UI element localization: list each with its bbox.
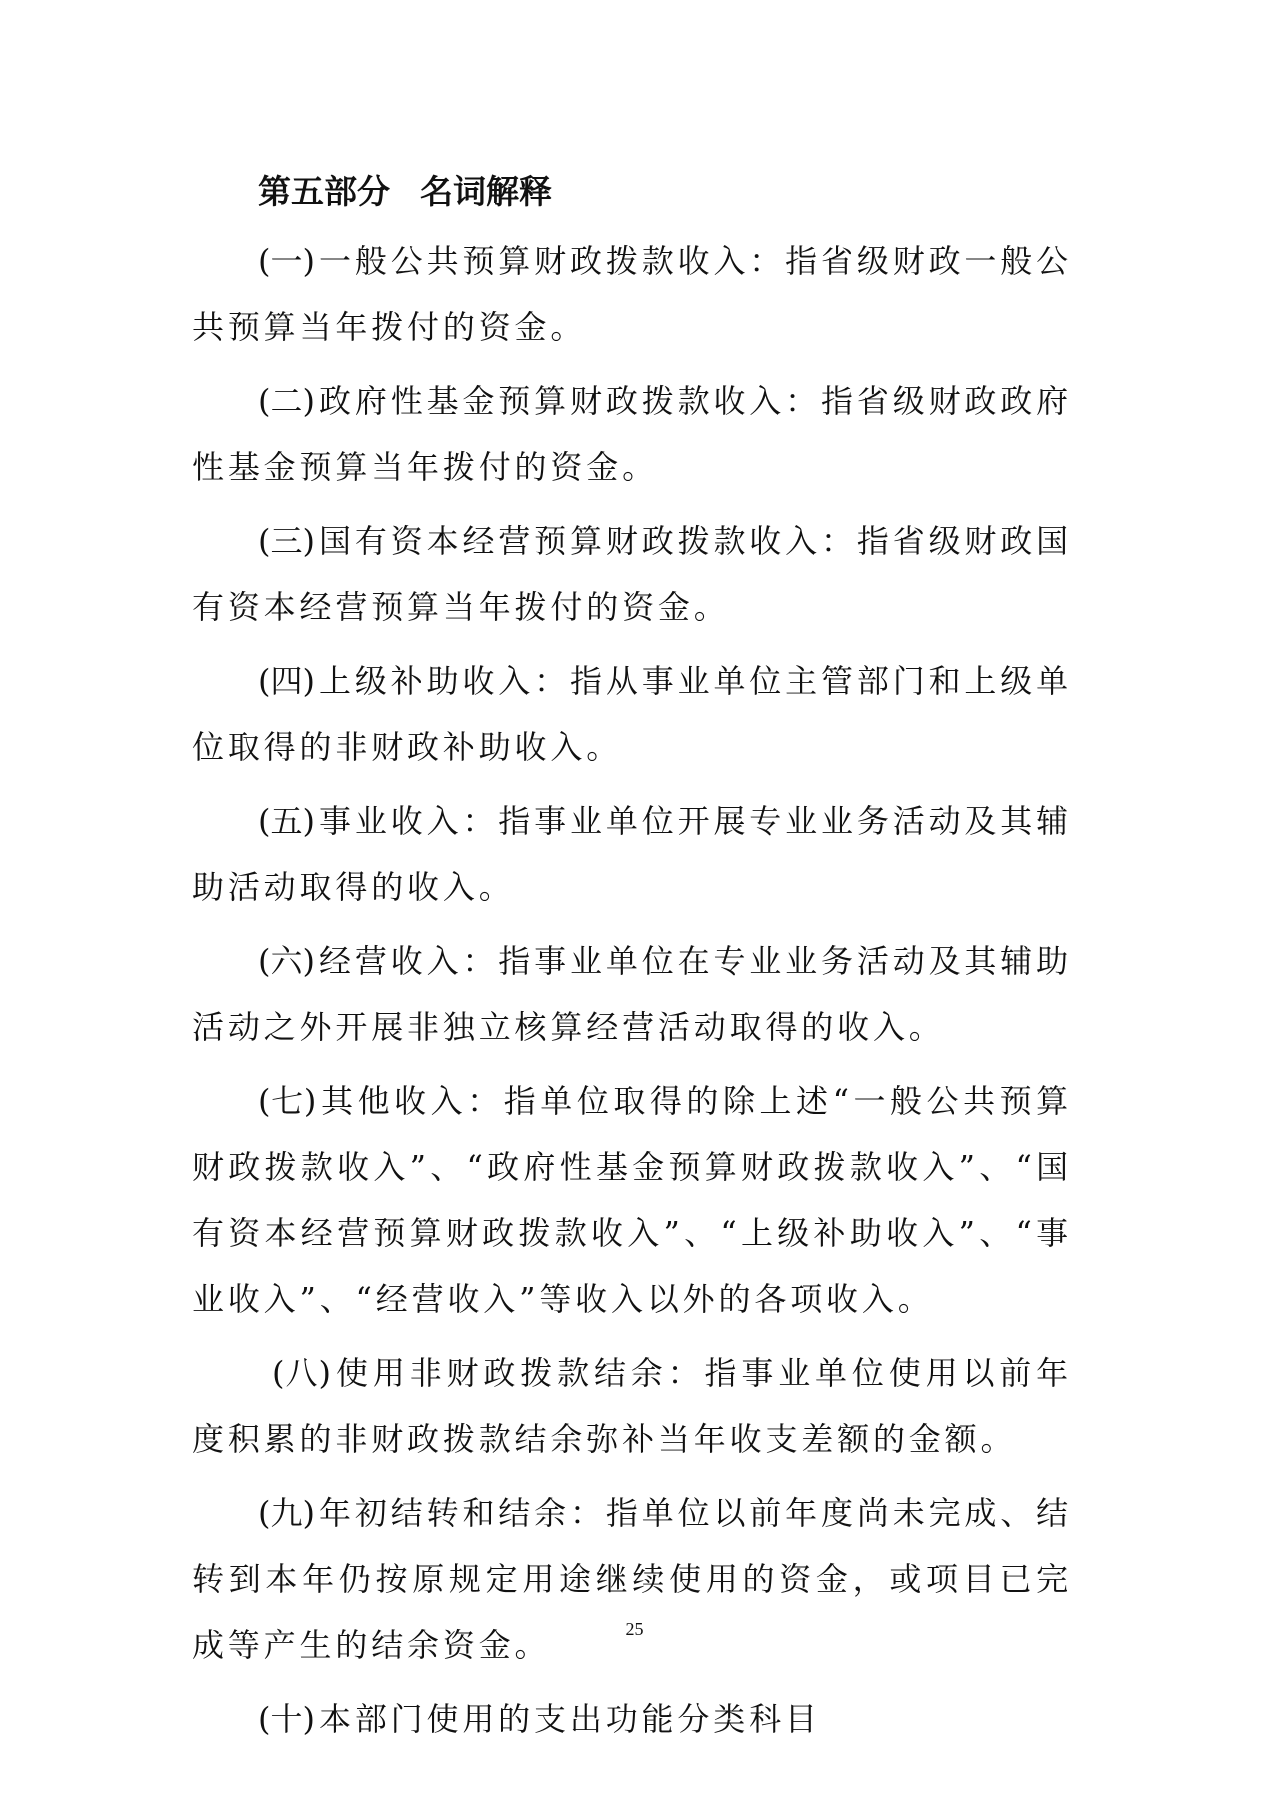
section-heading: [258, 162, 1072, 222]
definition-paragraph: [192, 508, 1072, 640]
definition-paragraph: [192, 228, 1072, 360]
item-text: 本部门使用的支出功能分类科目: [318, 1700, 821, 1738]
page-content: [192, 162, 1072, 1760]
item-text: 年初结转和结余：指单位以前年度尚未完成、结转到本年仍按原规定用途继续使用的资金，或项目已完成等产生的结余资金。: [192, 1494, 1072, 1664]
item-marker: (六): [258, 942, 316, 980]
section-part: 第五部分: [258, 172, 390, 211]
definition-paragraph: [192, 1068, 1072, 1332]
item-text: 经营收入：指事业单位在专业业务活动及其辅助活动之外开展非独立核算经营活动取得的收入。: [192, 942, 1072, 1046]
definition-paragraph: [192, 368, 1072, 500]
item-marker: (三): [258, 522, 316, 560]
item-text: 政府性基金预算财政拨款收入：指省级财政政府性基金预算当年拨付的资金。: [192, 382, 1072, 486]
definition-paragraph: [192, 1480, 1072, 1678]
item-text: 使用非财政拨款结余：指事业单位使用以前年度积累的非财政拨款结余弥补当年收支差额的金额。: [192, 1354, 1072, 1458]
item-text: 其他收入：指单位取得的除上述“一般公共预算财政拨款收入”、“政府性基金预算财政拨款收入”、“国有资本经营预算财政拨款收入”、“上级补助收入”、“事业收入”、“经营收入”等收入以外的各项收入。: [192, 1082, 1072, 1318]
item-text: 上级补助收入：指从事业单位主管部门和上级单位取得的非财政补助收入。: [192, 662, 1072, 766]
item-marker: (五): [258, 802, 316, 840]
definition-paragraph: [192, 648, 1072, 780]
section-title: 名词解释: [420, 172, 552, 211]
item-marker: (四): [258, 662, 316, 700]
definition-paragraph: [192, 788, 1072, 920]
page-number: 25: [625, 1619, 644, 1639]
item-marker: (一): [258, 242, 316, 280]
definition-paragraph: [192, 1686, 1072, 1752]
item-marker: (二): [258, 382, 316, 420]
item-marker: (八): [272, 1354, 331, 1392]
item-text: 事业收入：指事业单位开展专业业务活动及其辅助活动取得的收入。: [192, 802, 1072, 906]
item-text: 一般公共预算财政拨款收入：指省级财政一般公共预算当年拨付的资金。: [192, 242, 1072, 346]
item-marker: (十): [258, 1700, 315, 1738]
item-marker: (七): [258, 1082, 317, 1120]
item-text: 国有资本经营预算财政拨款收入：指省级财政国有资本经营预算当年拨付的资金。: [192, 522, 1072, 626]
item-marker: (九): [258, 1494, 316, 1532]
definition-paragraph: [192, 928, 1072, 1060]
definition-paragraph: [192, 1340, 1072, 1472]
